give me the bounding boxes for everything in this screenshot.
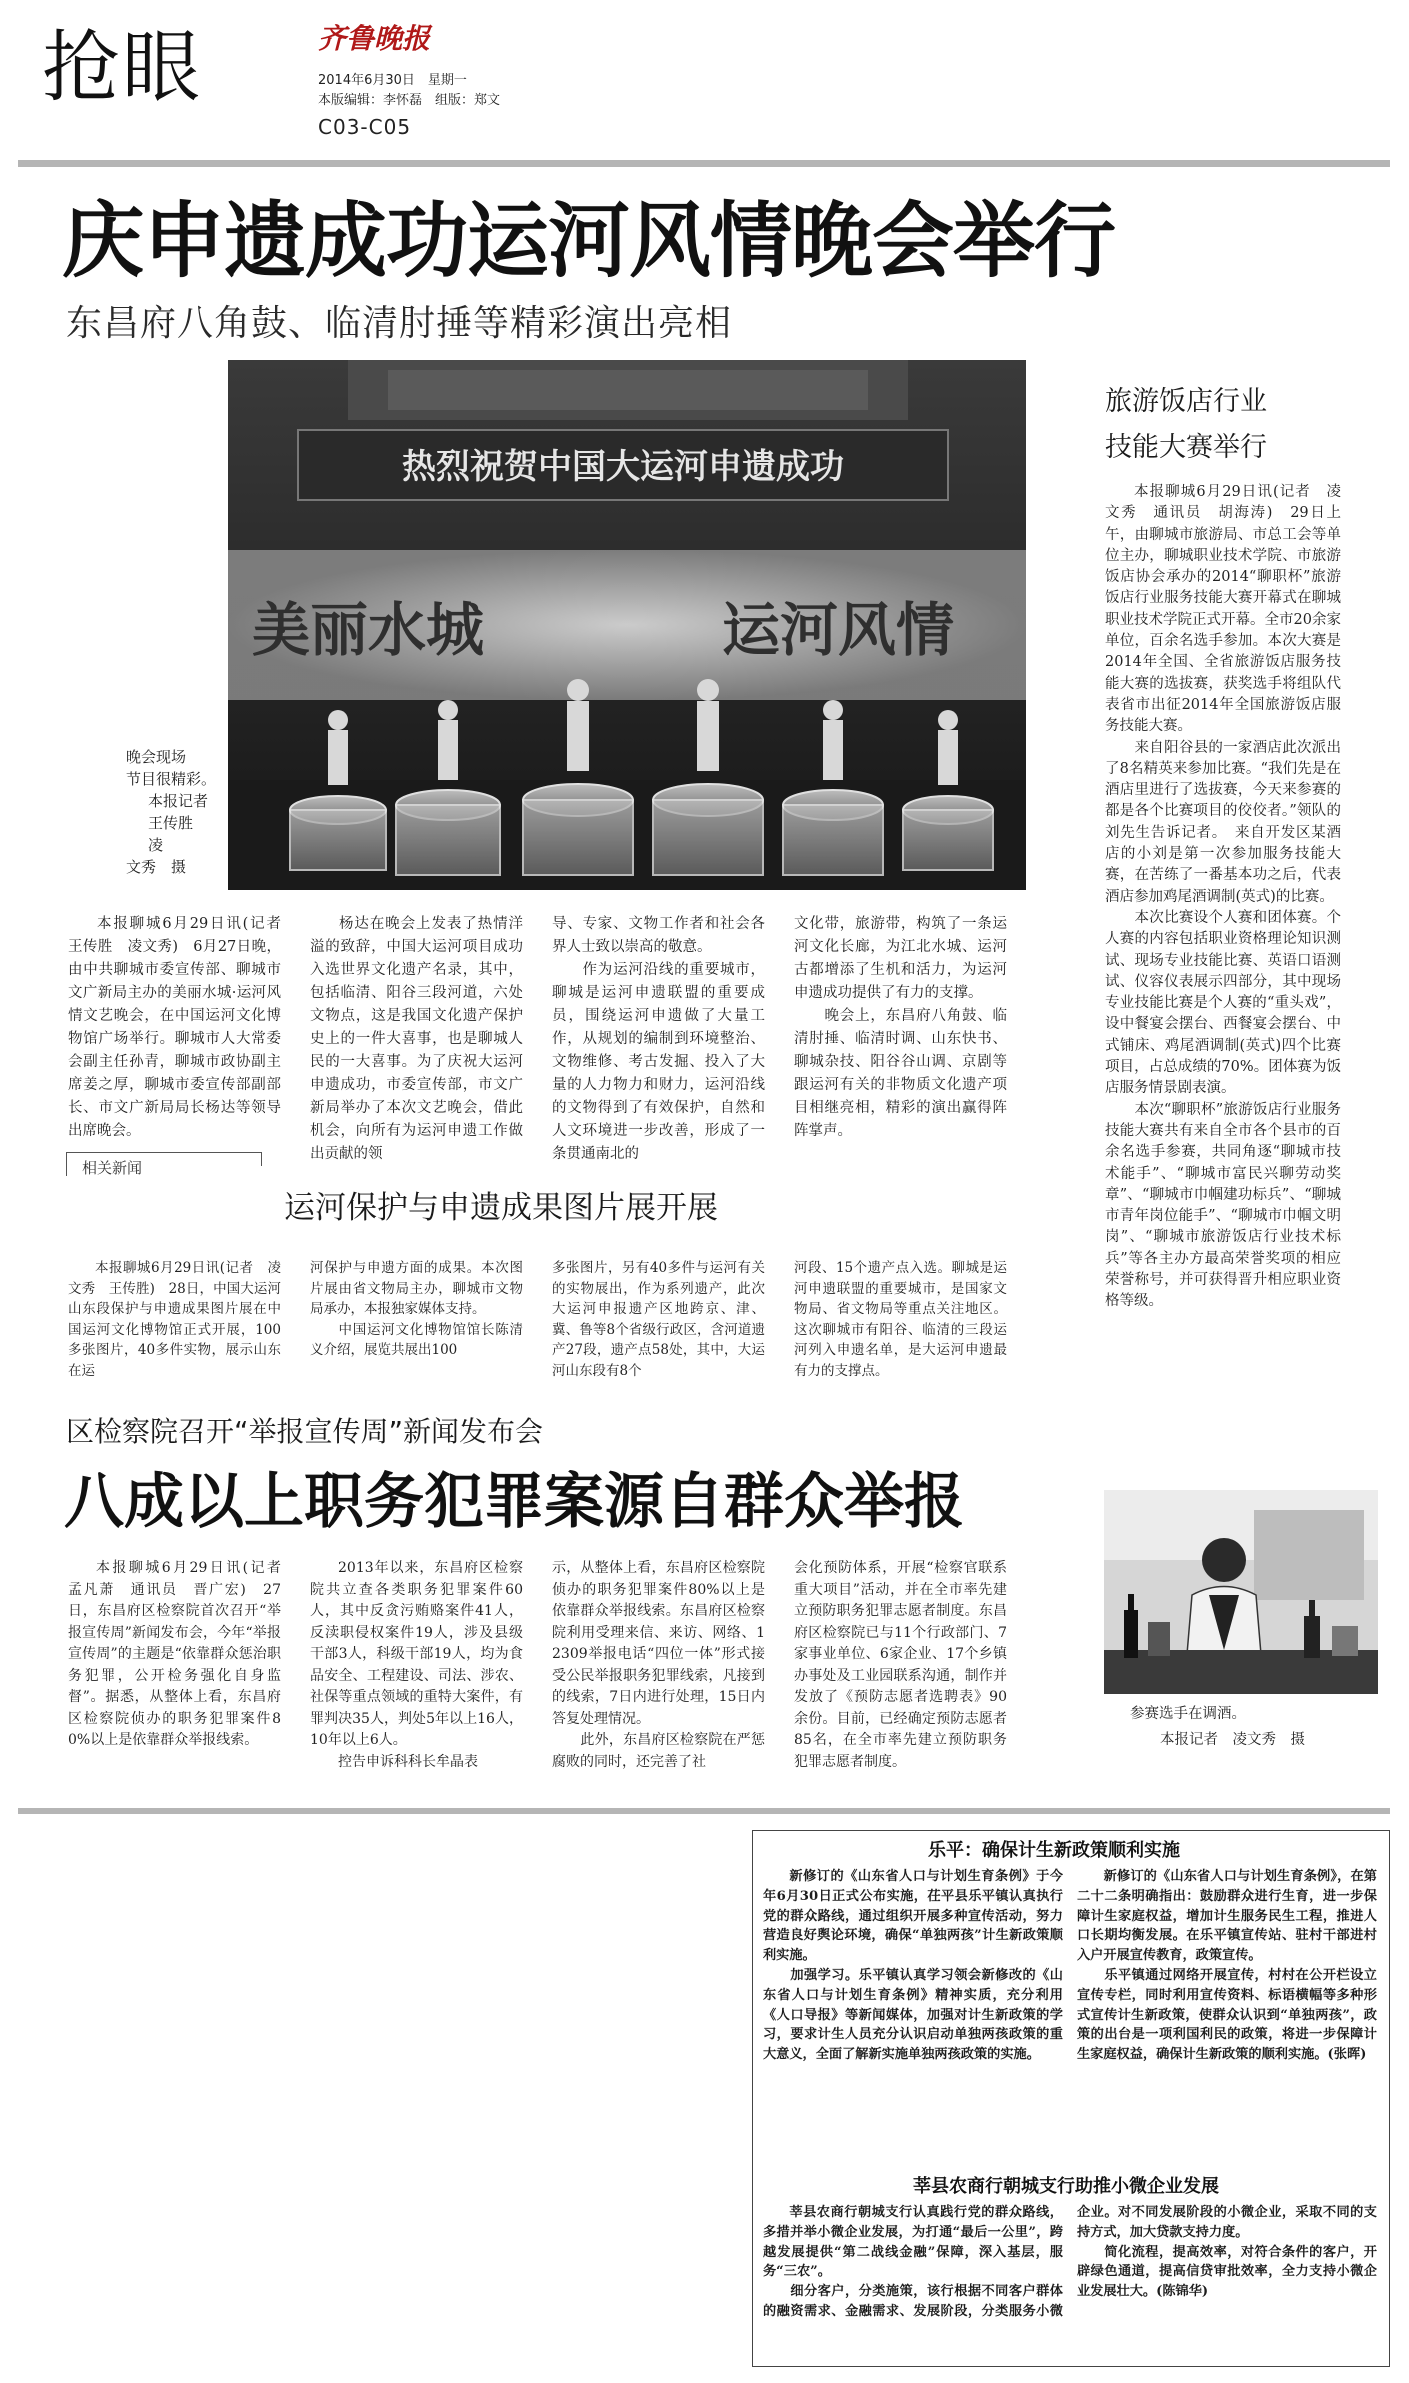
caption-line: 晚会现场 [126,748,187,766]
sidebar-headline-line-1: 旅游饭店行业 [1105,386,1267,417]
caption-line: 文秀 摄 [126,858,187,876]
related-body-col-1: 本报聊城6月29日讯(记者 凌文秀 王传胜) 28日，中国大运河山东段保护与申遗成果图片展在中国运河文化博物馆正式开展，100多张图片，40多件实物，展示山东在运 [68,1260,281,1379]
lead-body-col-4: 文化带，旅游带，构筑了一条运河文化长廊，为江北水城、运河古都增添了生机和活力，为运河申遗成功提供了有力的支撑。 晚会上，东昌府八角鼓、临清肘捶、临清时调、山东快书、聊城杂技、阳谷谷山调、京剧等跟运河有关的非物质文化遗产项目相继亮相，精彩的演出赢得阵阵掌声。 [794,916,1007,1139]
ad-item-1-title: 乐平：确保计生新政策顺利实施 [928,1840,1180,1861]
lead-subheadline: 东昌府八角鼓、临清肘捶等精彩演出亮相 [66,303,733,344]
ad-item-2-body: 莘县农商行朝城支行认真践行党的群众路线，多措并举小微企业发展，为打通“最后一公里”，跨越发展提供“第二战线金融”保障，深入基层，服务“三农”。 细分客户，分类施策，该行根据不同客户群体的融资需求、金融需求、发展阶段，分类服务小微企业。对不同发展阶段的小微企业，采取不同的支持方式，加大贷款支持力度。 简化流程，提高效率，对符合条件的客户，开辟绿色通道，提高信贷审批效率，全力支持小微企业发展壮大。(陈锦华) [763,2205,1377,2319]
related-news-bracket [66,1152,67,1176]
sidebar-photo-credit: 本报记者 凌文秀 摄 [1160,1732,1305,1748]
sidebar-photo-caption: 参赛选手在调酒。 [1130,1706,1246,1722]
procuratorate-body-col-2: 2013年以来，东昌府区检察院共立查各类职务犯罪案件60人，其中反贪污贿赂案件41人，反渎职侵权案件19人，涉及县级干部3人，科级干部19人，均为食品安全、工程建设、司法、涉农、社保等重点领域的重特大案件，有罪判决35人，判处5年以上16人，10年以上6人。 控告申诉科科长牟晶表 [310,1560,523,1770]
lead-body-col-1: 本报聊城6月29日讯(记者 王传胜 凌文秀) 6月27日晚，由中共聊城市委宣传部、聊城市文广新局主办的美丽水城·运河风情文艺晚会，在中国运河文化博物馆广场举行。聊城市人大常委会副主任孙青，聊城市政协副主席姜之厚，聊城市委宣传部副部长、市文广新局局长杨达等领导出席晚会。 [68,916,296,1139]
related-news-headline: 运河保护与申遗成果图片展开展 [284,1190,718,1226]
sidebar-body: 本报聊城6月29日讯(记者 凌文秀 通讯员 胡海涛) 29日上午，由聊城市旅游局、市总工会等单位主办，聊城职业技术学院、市旅游饭店协会承办的2014“聊职杯”旅游饭店行业服务技能大赛开幕式在聊城职业技术学院正式开幕。全市20余家单位，百余名选手参加。本次大赛是2014年全国、全省旅游饭店服务技能大赛的选拔赛，获奖选手将组队代表省市出征2014年全国旅游饭店服务技能大赛。 来自阳谷县的一家酒店此次派出了8名精英来参加比赛。“我们先是在酒店里进行了选拔赛，今天来参赛的都是各个比赛项目的佼佼者。”领队的刘先生告诉记者。 来自开发区某酒店的小刘是第一次参加服务技能大赛，在苦练了一番基本功之后，代表酒店参加鸡尾酒调制(英式)的比赛。 本次比赛设个人赛和团体赛。个人赛的内容包括职业资格理论知识测试、现场专业技能比赛、英语口语测试、仪容仪表展示四部分，其中现场专业技能比赛是个人赛的“重头戏”，设中餐宴会摆台、西餐宴会摆台、中式铺床、鸡尾酒调制(英式)四个比赛项目，占总成绩的70%。团体赛为饭店服务情景剧表演。 本次“聊职杯”旅游饭店行业服务技能大赛共有来自全市各个县市的百余名选手参赛，共同角逐“聊城市技术能手”、“聊城市富民兴聊劳动奖章”、“聊城市巾帼建功标兵”、“聊城市青年岗位能手”、“聊城市巾帼文明岗”、“聊城市旅游饭店行业技术标兵”等各主办方最高荣誉奖项的相应荣誉称号，并可获得晋升相应职业资格等级。 [1105,484,1341,1310]
lead-photo-caption [126,746,222,878]
lead-body-col-3: 导、专家、文物工作者和社会各界人士致以崇高的敬意。 作为运河沿线的重要城市，聊城是运河申遗联盟的重要成员，围绕运河申遗做了大量工作，从规划的编制到环境整治、文物维修、考古发掘、投入了大量的人力物力和财力，运河沿线的文物得到了有效保护，自然和人文环境进一步改善，形成了一条贯通南北的 [552,916,765,1162]
lead-photo [228,360,1026,890]
section-title: 抢眼 [42,23,203,113]
sign-right: 运河风情 [721,596,955,664]
related-body-col-4: 河段、15个遗产点入选。聊城是运河申遗联盟的重要城市，是国家文物局、省文物局等重点关注地区。这次聊城市有阳谷、临清的三段运河列入申遗名单，是大运河申遗最有力的支撑点。 [794,1260,1007,1379]
sign-left: 美丽水城 [251,596,485,664]
procuratorate-body-col-1: 本报聊城6月29日讯(记者 孟凡萧 通讯员 晋广宏) 27日，东昌府区检察院首次召开“举报宣传周”新闻发布会，今年“举报宣传周”的主题是“依靠群众惩治职务犯罪，公开检务强化自身监督”。据悉，从整体上看，东昌府区检察院侦办的职务犯罪案件80%以上是依靠群众举报线索。 [68,1560,295,1748]
procuratorate-headline: 八成以上职务犯罪案源自群众举报 [64,1467,964,1537]
masthead-divider [18,160,1390,167]
sidebar-headline-line-2: 技能大赛举行 [1105,432,1267,463]
banner-text: 热烈祝贺中国大运河申遗成功 [402,447,844,487]
procuratorate-kicker: 区检察院召开“举报宣传周”新闻发布会 [66,1415,544,1448]
paper-name-logo: 齐鲁晚报 [318,22,431,55]
lead-headline: 庆申遗成功运河风情晚会举行 [62,194,1116,289]
caption-line: 节目很精彩。 [126,770,217,788]
lead-photo-illustration [228,360,1026,890]
editor-line: 本版编辑：李怀磊 组版：郑文 [318,93,501,108]
related-body-col-3: 多张图片，另有40多件与运河有关的实物展出，作为系列遗产，此次大运河申报遗产区地跨京、津、冀、鲁等8个省级行政区，含河道遗产27段，遗产点58处，其中，大运河山东段有8个 [552,1260,765,1379]
related-news-bracket [66,1152,262,1153]
sidebar-photo-illustration [1104,1490,1378,1694]
ad-item-1-body: 新修订的《山东省人口与计划生育条例》于今年6月30日正式公布实施，茌平县乐平镇认真执行党的群众路线，通过组织开展多种宣传活动，努力营造良好舆论环境，确保“单独两孩”计生新政策顺利实施。 加强学习。乐平镇认真学习领会新修改的《山东省人口与计划生育条例》精神实质，充分利用《人口导报》等新闻媒体，加强对计生新政策的学习，要求计生人员充分认识启动单独两孩政策的重大意义，全面了解新实施单独两孩政策的实施。 新修订的《山东省人口与计划生育条例》，在第二十二条明确指出：鼓励群众进行生育，进一步保障计生家庭权益，增加计生服务民生工程，推进人口长期均衡发展。在乐平镇宣传站、驻村干部进村入户开展宣传教育，政策宣传。 乐平镇通过网络开展宣传，村村在公开栏设立宣传专栏，同时利用宣传资料、标语横幅等多种形式宣传计生新政策，使群众认识到“单独两孩”，政策的出台是一项利国利民的政策，将进一步保障计生家庭权益，确保计生新政策的顺利实施。(张晖) [763,1869,1377,2063]
sidebar-photo [1104,1490,1378,1694]
related-body-col-2: 河保护与申遗方面的成果。本次图片展由省文物局主办，聊城市文物局承办，本报独家媒体支持。 中国运河文化博物馆馆长陈清义介绍，展览共展出100 [310,1260,523,1358]
ad-box [752,1830,1390,2367]
ad-item-2-title: 莘县农商行朝城支行助推小微企业发展 [913,2176,1219,2197]
bottom-divider [18,1808,1390,1814]
related-news-bracket [261,1152,262,1166]
procuratorate-body-col-4: 会化预防体系，开展“检察官联系重大项目”活动，并在全市率先建立预防职务犯罪志愿者制度。东昌府区检察院已与11个行政部门、7家事业单位、6家企业、17个乡镇办事处及工业园联系沟通，制作并发放了《预防志愿者选聘表》90余份。目前，已经确定预防志愿者85名，在全市率先建立预防职务犯罪志愿者制度。 [794,1560,1007,1770]
page-range: C03-C05 [318,115,412,139]
related-news-label: 相关新闻 [82,1159,143,1177]
procuratorate-body-col-3: 示，从整体上看，东昌府区检察院侦办的职务犯罪案件80%以上是依靠群众举报线索。东昌府区检察院利用受理来信、来访、网络、12309举报电话“四位一体”形式接受公民举报职务犯罪线索，凡接到的线索，7日内进行处理，15日内答复处理情况。 此外，东昌府区检察院在严惩腐败的同时，还完善了社 [552,1560,765,1770]
lead-body-col-2: 杨达在晚会上发表了热情洋溢的致辞，中国大运河项目成功入选世界文化遗产名录，其中，包括临清、阳谷三段河道，六处文物点，这是我国文化遗产保护史上的一件大喜事，也是聊城人民的一大喜事。为了庆祝大运河申遗成功，市委宣传部，市文广新局举办了本次文艺晚会，借此机会，向所有为运河申遗工作做出贡献的领 [310,916,523,1162]
caption-line: 本报记者 [148,792,209,810]
caption-line: 王传胜 凌 [148,814,209,854]
date-line: 2014年6月30日 星期一 [318,73,467,88]
